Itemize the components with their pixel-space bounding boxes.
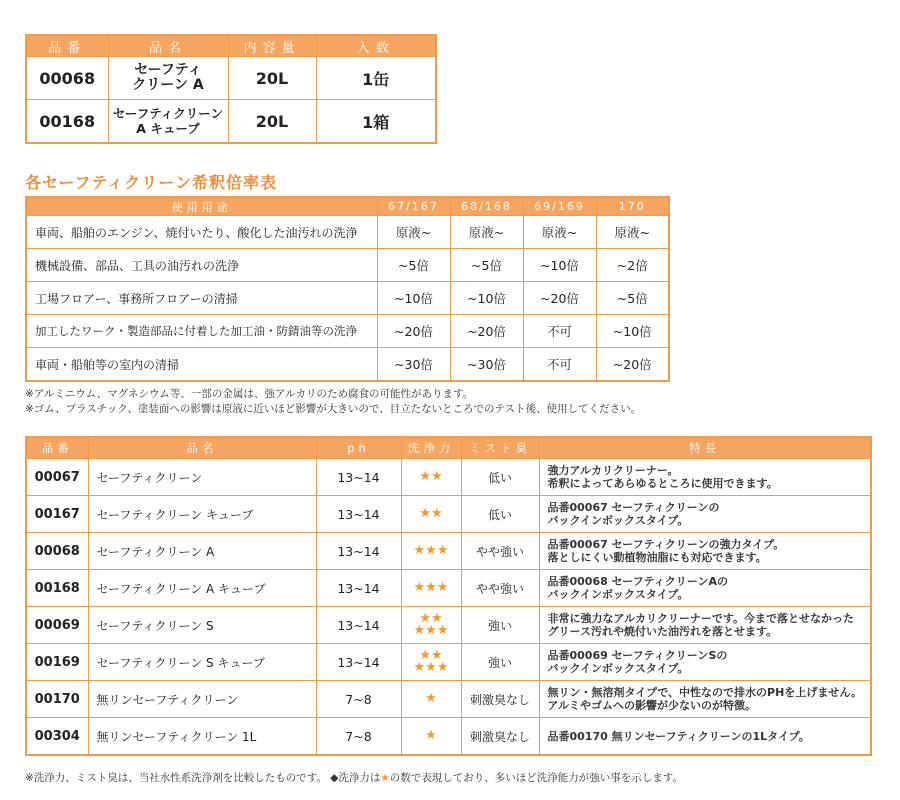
ratio-cell: ~30倍 (450, 348, 523, 382)
product-code: 00067 (26, 459, 88, 496)
ratio-cell: 原液~ (523, 216, 596, 249)
product-code: 00168 (26, 100, 108, 144)
mist-odor: 強い (461, 644, 539, 681)
product-name: セーフティクリーン S キューブ (88, 644, 316, 681)
table-row (26, 570, 871, 607)
star-icon: ★★★ (413, 543, 449, 558)
ph-value: 13~14 (316, 607, 401, 644)
cleaning-power-stars (401, 681, 461, 718)
product-volume: 20L (228, 57, 316, 100)
use-cell: 加工したワーク・製造部品に付着した加工油・防錆油等の洗浄 (26, 315, 377, 348)
ratio-cell: 原液~ (377, 216, 450, 249)
header-170: 170 (596, 197, 669, 216)
mist-odor: 低い (461, 459, 539, 496)
product-code: 00304 (26, 718, 88, 756)
feature-text: 品番00069 セーフティクリーンSの バックインボックスタイプ。 (539, 644, 871, 681)
star-icon: ★ (380, 772, 390, 784)
table-row (26, 496, 871, 533)
dilution-table (25, 196, 670, 382)
product-code: 00169 (26, 644, 88, 681)
product-code: 00170 (26, 681, 88, 718)
product-code: 00069 (26, 607, 88, 644)
ratio-cell: ~5倍 (596, 282, 669, 315)
table-row (26, 459, 871, 496)
ratio-cell: 原液~ (596, 216, 669, 249)
ratio-cell: ~5倍 (450, 249, 523, 282)
ph-value: 13~14 (316, 496, 401, 533)
ratio-cell: ~20倍 (377, 315, 450, 348)
feature-text: 非常に強力なアルカリクリーナーです。今まで落とせなかった グリース汚れや焼付いた油汚れを落とせます。 (539, 607, 871, 644)
header-cleaning-power: 洗浄力 (401, 437, 461, 459)
product-code: 00168 (26, 570, 88, 607)
mist-odor: 刺激臭なし (461, 718, 539, 756)
cleaning-power-stars (401, 570, 461, 607)
use-cell: 車両・船舶等の室内の清掃 (26, 348, 377, 382)
header-features: 特長 (539, 437, 871, 459)
caution-note: ※アルミニウム、マグネシウム等、一部の金属は、強アルカリのため腐食の可能性があります。 (25, 388, 474, 400)
cleaning-power-stars (401, 607, 461, 644)
footer-note: ※洗浄力、ミスト臭は、当社水性系洗浄剤を比較したものです。 ◆洗浄力は★の数で表現しており、多いほど洗浄能力が強い事を示します。 (25, 772, 683, 784)
header-qty: 入数 (316, 35, 436, 57)
ratio-cell: ~20倍 (523, 282, 596, 315)
table-row (26, 644, 871, 681)
star-icon: ★★★ (413, 580, 449, 595)
header-mist-odor: ミスト臭 (461, 437, 539, 459)
use-cell: 工場フロアー、事務所フロアーの清掃 (26, 282, 377, 315)
header-code: 品番 (26, 35, 108, 57)
caution-note: ※ゴム、プラスチック、塗装面への影響は原液に近いほど影響が大きいので、目立たないところでのテスト後、使用してください。 (25, 403, 642, 415)
cleaning-power-stars (401, 644, 461, 681)
header-67-167: 67/167 (377, 197, 450, 216)
table-row (26, 348, 669, 382)
star-icon: ★★★ (413, 623, 449, 638)
ratio-cell: ~10倍 (450, 282, 523, 315)
ratio-cell: 原液~ (450, 216, 523, 249)
table-row (26, 100, 436, 144)
ratio-cell: ~5倍 (377, 249, 450, 282)
header-name: 品名 (108, 35, 228, 57)
header-68-168: 68/168 (450, 197, 523, 216)
mist-odor: 強い (461, 607, 539, 644)
cleaning-power-stars (401, 496, 461, 533)
product-code: 00068 (26, 533, 88, 570)
header-use: 使用用途 (26, 197, 377, 216)
star-icon: ★★★ (413, 660, 449, 675)
star-icon: ★★ (419, 469, 443, 484)
header-code: 品番 (26, 437, 88, 459)
dilution-table-title: 各セーフティクリーン希釈倍率表 (25, 173, 277, 192)
star-icon: ★ (425, 691, 437, 706)
product-size-table (25, 34, 437, 144)
table-row (26, 718, 871, 756)
product-name: セーフティクリーン A キューブ (108, 100, 228, 144)
table-row (26, 57, 436, 100)
header-ph: ph (316, 437, 401, 459)
table-row (26, 315, 669, 348)
star-icon: ★ (425, 728, 437, 743)
mist-odor: やや強い (461, 533, 539, 570)
mist-odor: 刺激臭なし (461, 681, 539, 718)
cleaning-power-stars (401, 533, 461, 570)
product-name: セーフティ クリーン A (108, 57, 228, 100)
table-row (26, 681, 871, 718)
cleaning-power-stars (401, 718, 461, 756)
feature-text: 品番00067 セーフティクリーンの バックインボックスタイプ。 (539, 496, 871, 533)
ph-value: 13~14 (316, 644, 401, 681)
ratio-cell: ~10倍 (377, 282, 450, 315)
product-qty: 1箱 (316, 100, 436, 144)
ph-value: 13~14 (316, 533, 401, 570)
product-code: 00068 (26, 57, 108, 100)
ratio-cell: 不可 (523, 315, 596, 348)
header-69-169: 69/169 (523, 197, 596, 216)
product-volume: 20L (228, 100, 316, 144)
use-cell: 機械設備、部品、工具の油汚れの洗浄 (26, 249, 377, 282)
ratio-cell: ~30倍 (377, 348, 450, 382)
table-row (26, 607, 871, 644)
product-name: 無リンセーフティクリーン (88, 681, 316, 718)
mist-odor: やや強い (461, 570, 539, 607)
ratio-cell: ~10倍 (523, 249, 596, 282)
ratio-cell: ~20倍 (450, 315, 523, 348)
ratio-cell: ~10倍 (596, 315, 669, 348)
header-volume: 内容量 (228, 35, 316, 57)
table-row (26, 249, 669, 282)
cleaning-power-stars (401, 459, 461, 496)
product-name: セーフティクリーン S (88, 607, 316, 644)
star-icon: ★★ (419, 611, 443, 626)
feature-text: 強力アルカリクリーナー。 希釈によってあらゆるところに使用できます。 (539, 459, 871, 496)
product-name: セーフティクリーン A (88, 533, 316, 570)
feature-text: 品番00068 セーフティクリーンAの バックインボックスタイプ。 (539, 570, 871, 607)
ratio-cell: ~20倍 (596, 348, 669, 382)
product-name: セーフティクリーン キューブ (88, 496, 316, 533)
ph-value: 7~8 (316, 718, 401, 756)
star-icon: ★★ (419, 648, 443, 663)
table-row (26, 216, 669, 249)
star-icon: ★★ (419, 506, 443, 521)
feature-text: 無リン・無溶剤タイプで、中性なので排水のPHを上げません。 アルミやゴムへの影響が少ないのが特徴。 (539, 681, 871, 718)
ph-value: 7~8 (316, 681, 401, 718)
feature-text: 品番00170 無リンセーフティクリーンの1Lタイプ。 (539, 718, 871, 756)
table-row (26, 533, 871, 570)
product-name: セーフティクリーン A キューブ (88, 570, 316, 607)
ph-value: 13~14 (316, 459, 401, 496)
use-cell: 車両、船舶のエンジン、焼付いたり、酸化した油汚れの洗浄 (26, 216, 377, 249)
product-qty: 1缶 (316, 57, 436, 100)
product-name: 無リンセーフティクリーン 1L (88, 718, 316, 756)
header-name: 品名 (88, 437, 316, 459)
mist-odor: 低い (461, 496, 539, 533)
product-spec-table (25, 436, 872, 756)
ratio-cell: ~2倍 (596, 249, 669, 282)
table-row (26, 282, 669, 315)
ratio-cell: 不可 (523, 348, 596, 382)
product-code: 00167 (26, 496, 88, 533)
product-name: セーフティクリーン (88, 459, 316, 496)
feature-text: 品番00067 セーフティクリーンの強力タイプ。 落としにくい動植物油脂にも対応できます。 (539, 533, 871, 570)
ph-value: 13~14 (316, 570, 401, 607)
